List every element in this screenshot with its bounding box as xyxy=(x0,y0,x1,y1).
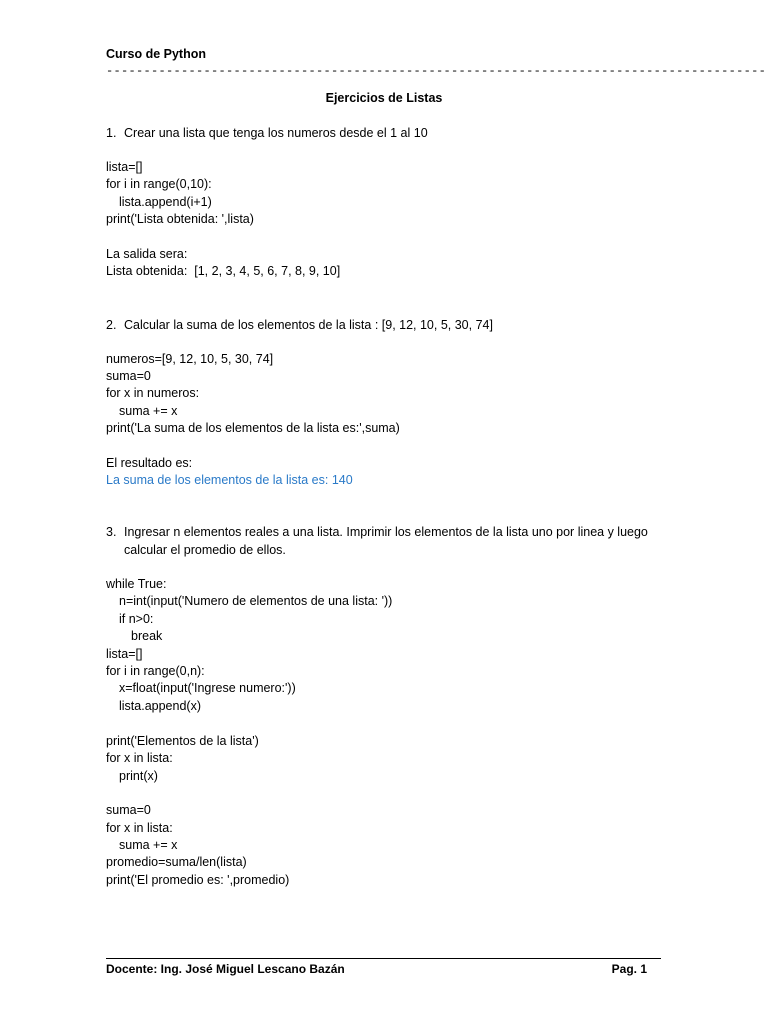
code-line: for i in range(0,10): xyxy=(106,177,212,191)
code-line: print('El promedio es: ',promedio) xyxy=(106,873,290,887)
exercise-2-statement xyxy=(106,317,493,334)
code-line: lista.append(x) xyxy=(119,699,201,713)
exercise-2-text: Calcular la suma de los elementos de la lista : [9, 12, 10, 5, 30, 74] xyxy=(124,318,493,332)
code-line: while True: xyxy=(106,577,167,591)
document-title: Ejercicios de Listas xyxy=(325,91,443,105)
code-line: promedio=suma/len(lista) xyxy=(106,855,247,869)
code-line: suma=0 xyxy=(106,803,151,817)
code-line: x=float(input('Ingrese numero:')) xyxy=(119,681,296,695)
footer-teacher: Docente: Ing. José Miguel Lescano Bazán xyxy=(106,962,345,976)
code-line: break xyxy=(131,629,163,643)
code-line: suma=0 xyxy=(106,369,151,383)
exercise-3-number: 3. xyxy=(106,525,117,539)
header-course-title: Curso de Python xyxy=(106,47,207,61)
exercise-3-text-continued: calcular el promedio de ellos. xyxy=(124,543,286,557)
exercise-1-number: 1. xyxy=(106,126,117,140)
code-line: print('Elementos de la lista') xyxy=(106,734,259,748)
code-line: print(x) xyxy=(119,769,158,783)
code-line: if n>0: xyxy=(119,612,154,626)
code-line: print('Lista obtenida: ',lista) xyxy=(106,212,254,226)
exercise-1-text: Crear una lista que tenga los numeros desde el 1 al 10 xyxy=(124,126,428,140)
code-line: numeros=[9, 12, 10, 5, 30, 74] xyxy=(106,352,274,366)
code-line: for i in range(0,n): xyxy=(106,664,205,678)
code-line: lista=[] xyxy=(106,160,143,174)
code-line: for x in numeros: xyxy=(106,386,200,400)
code-line: lista.append(i+1) xyxy=(119,195,212,209)
code-line: lista=[] xyxy=(106,647,143,661)
header-dashed-rule: ---------------------------------------------------------------------------------------- xyxy=(106,64,767,78)
code-line: for x in lista: xyxy=(106,821,173,835)
output-text: Lista obtenida: [1, 2, 3, 4, 5, 6, 7, 8, 9, 10] xyxy=(106,264,341,278)
code-line: suma += x xyxy=(119,838,178,852)
exercise-3-text: Ingresar n elementos reales a una lista. Imprimir los elementos de la lista uno por linea y luego xyxy=(124,525,648,539)
exercise-3-statement xyxy=(106,524,648,541)
output-text-highlighted: La suma de los elementos de la lista es: 140 xyxy=(106,473,353,487)
code-line: n=int(input('Numero de elementos de una lista: ')) xyxy=(119,594,393,608)
exercise-1-statement xyxy=(106,125,428,142)
code-line: suma += x xyxy=(119,404,178,418)
output-label: El resultado es: xyxy=(106,456,193,470)
footer-page-number: Pag. 1 xyxy=(611,962,647,976)
code-line: for x in lista: xyxy=(106,751,173,765)
output-label: La salida sera: xyxy=(106,247,188,261)
exercise-2-number: 2. xyxy=(106,318,117,332)
footer-rule xyxy=(106,958,661,959)
code-line: print('La suma de los elementos de la lista es:',suma) xyxy=(106,421,400,435)
